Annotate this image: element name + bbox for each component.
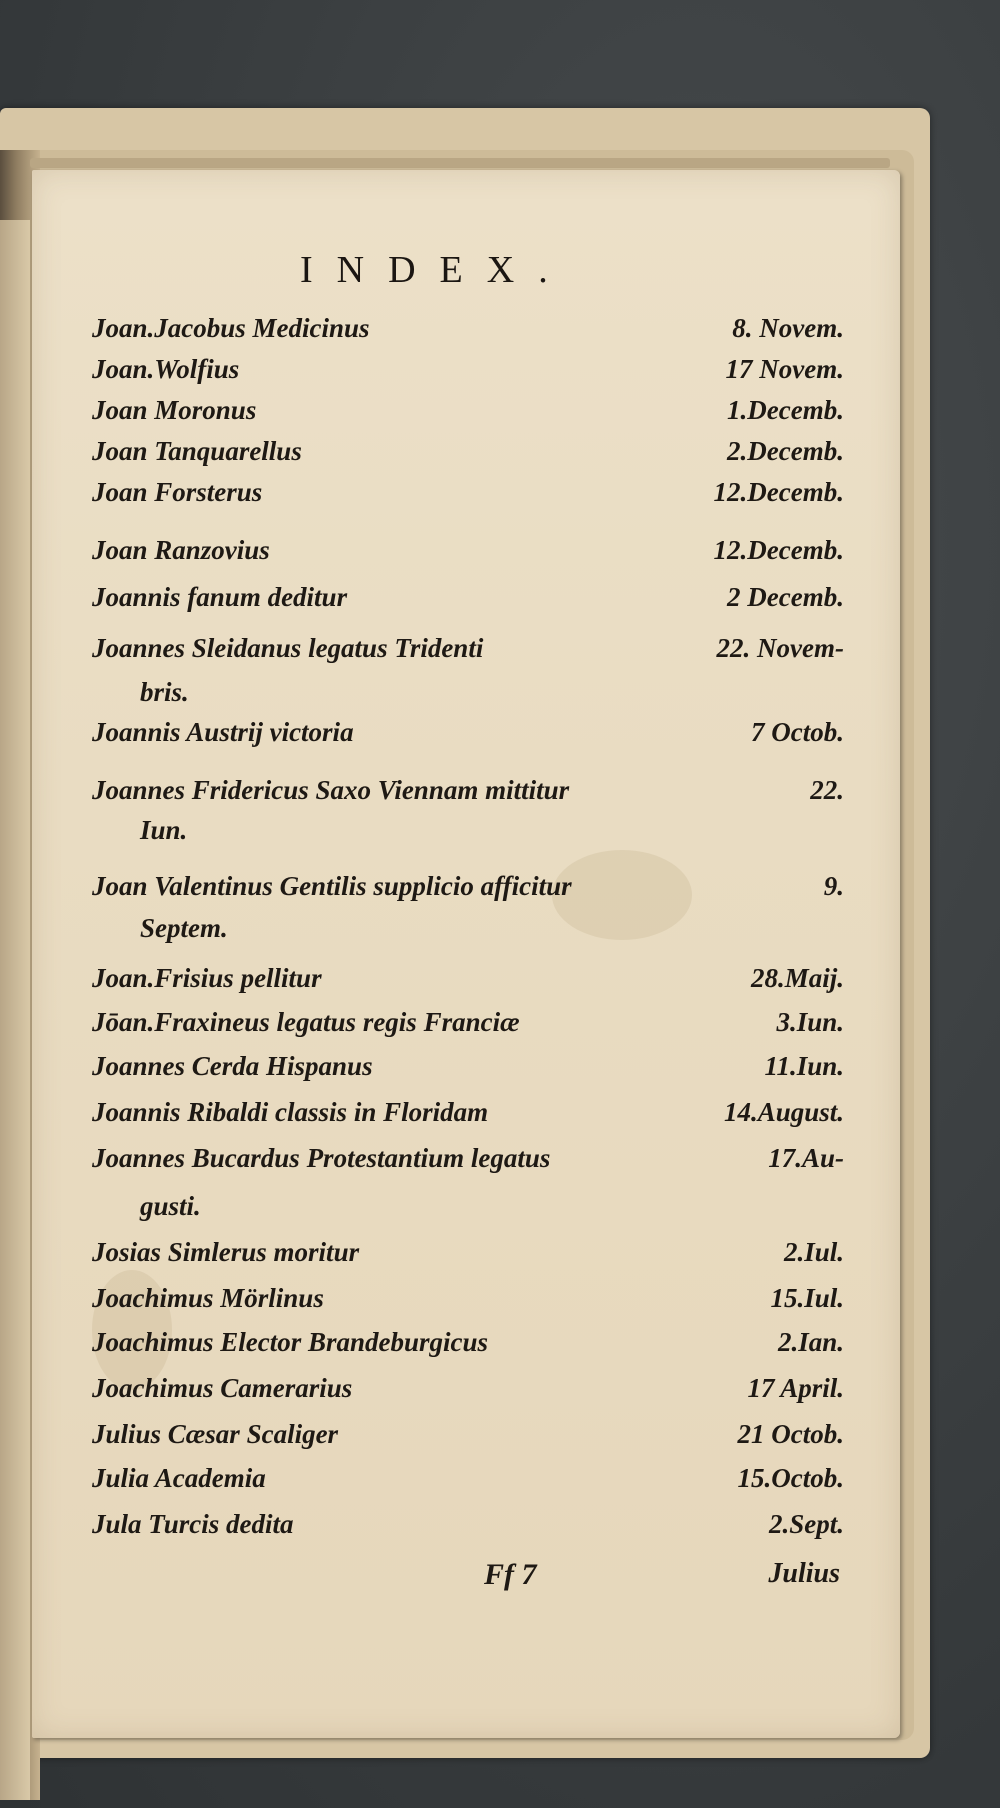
entry-name: Joan Forsterus — [92, 477, 263, 507]
page-top-edge — [30, 158, 890, 168]
entry-name: Joannis Austrij victoria — [92, 717, 354, 747]
entry-name: Joan Valentinus Gentilis supplicio afficitur — [92, 871, 572, 901]
paper-stain — [552, 850, 692, 940]
entry-name: Joachimus Mörlinus — [92, 1283, 324, 1313]
entry-name: Joannes Fridericus Saxo Viennam mittitur — [92, 775, 570, 805]
entry-continuation: Iun. — [140, 815, 188, 845]
entry-date: 21 Octob. — [737, 1419, 844, 1449]
entry-name: Joachimus Elector Brandeburgicus — [92, 1327, 489, 1357]
entry-date: 7 Octob. — [751, 717, 844, 747]
entry-date: 17 Novem. — [725, 354, 844, 384]
entry-date: 2 Decemb. — [727, 582, 844, 612]
entry-date: 15.Octob. — [737, 1463, 844, 1493]
entry-date: 2.Iul. — [783, 1237, 844, 1267]
entry-continuation: gusti. — [140, 1191, 201, 1221]
entry-name: Jōan.Fraxineus legatus regis Franciæ — [92, 1007, 520, 1037]
entry-name: Julia Academia — [92, 1463, 266, 1493]
entry-name: Joan.Jacobus Medicinus — [92, 313, 370, 343]
entry-date: 2.Ian. — [777, 1327, 844, 1357]
entry-name: Joannis fanum deditur — [92, 582, 348, 612]
entry-name: Joan Ranzovius — [92, 535, 270, 565]
entry-name: Joannis Ribaldi classis in Floridam — [92, 1097, 489, 1127]
entry-date: 11.Iun. — [764, 1051, 844, 1081]
entry-name: Josias Simlerus moritur — [92, 1237, 360, 1267]
entry-name: Joan.Frisius pellitur — [92, 963, 322, 993]
entry-name: Joannes Bucardus Protestantium legatus — [92, 1143, 551, 1173]
signature-mark: Ff 7 — [484, 1558, 537, 1591]
catchword: Julius — [768, 1558, 840, 1589]
entry-name: Joan Moronus — [92, 395, 257, 425]
entry-name: Joan.Wolfius — [92, 354, 240, 384]
entry-date: 22. Novem- — [716, 633, 844, 663]
entry-name: Joan Tanquarellus — [92, 436, 302, 466]
entry-date: 22. — [810, 775, 844, 805]
entry-date: 2.Sept. — [768, 1509, 844, 1539]
entry-name: Jula Turcis dedita — [92, 1509, 294, 1539]
entry-name: Joachimus Camerarius — [92, 1373, 353, 1403]
entry-date: 17.Au- — [768, 1143, 844, 1173]
entry-name: Joannes Cerda Hispanus — [92, 1051, 373, 1081]
facing-page-edge — [0, 220, 30, 1800]
entry-date: 14.August. — [723, 1097, 844, 1127]
entry-date: 8. Novem. — [732, 313, 844, 343]
entry-date: 2.Decemb. — [727, 436, 844, 466]
entry-date: 3.Iun. — [776, 1007, 844, 1037]
entry-date: 12.Decemb. — [713, 477, 844, 507]
entry-name: Julius Cæsar Scaliger — [92, 1419, 339, 1449]
entry-date: 9. — [823, 871, 844, 901]
entry-date: 1.Decemb. — [727, 395, 844, 425]
entry-date: 28.Maij. — [750, 963, 844, 993]
entry-date: 15.Iul. — [770, 1283, 844, 1313]
entry-date: 17 April. — [747, 1373, 844, 1403]
entry-continuation: bris. — [140, 677, 189, 707]
entry-continuation: Septem. — [140, 913, 228, 943]
entry-date: 12.Decemb. — [713, 535, 844, 565]
index-heading: INDEX. — [300, 249, 572, 291]
entry-name: Joannes Sleidanus legatus Tridenti — [92, 633, 484, 663]
